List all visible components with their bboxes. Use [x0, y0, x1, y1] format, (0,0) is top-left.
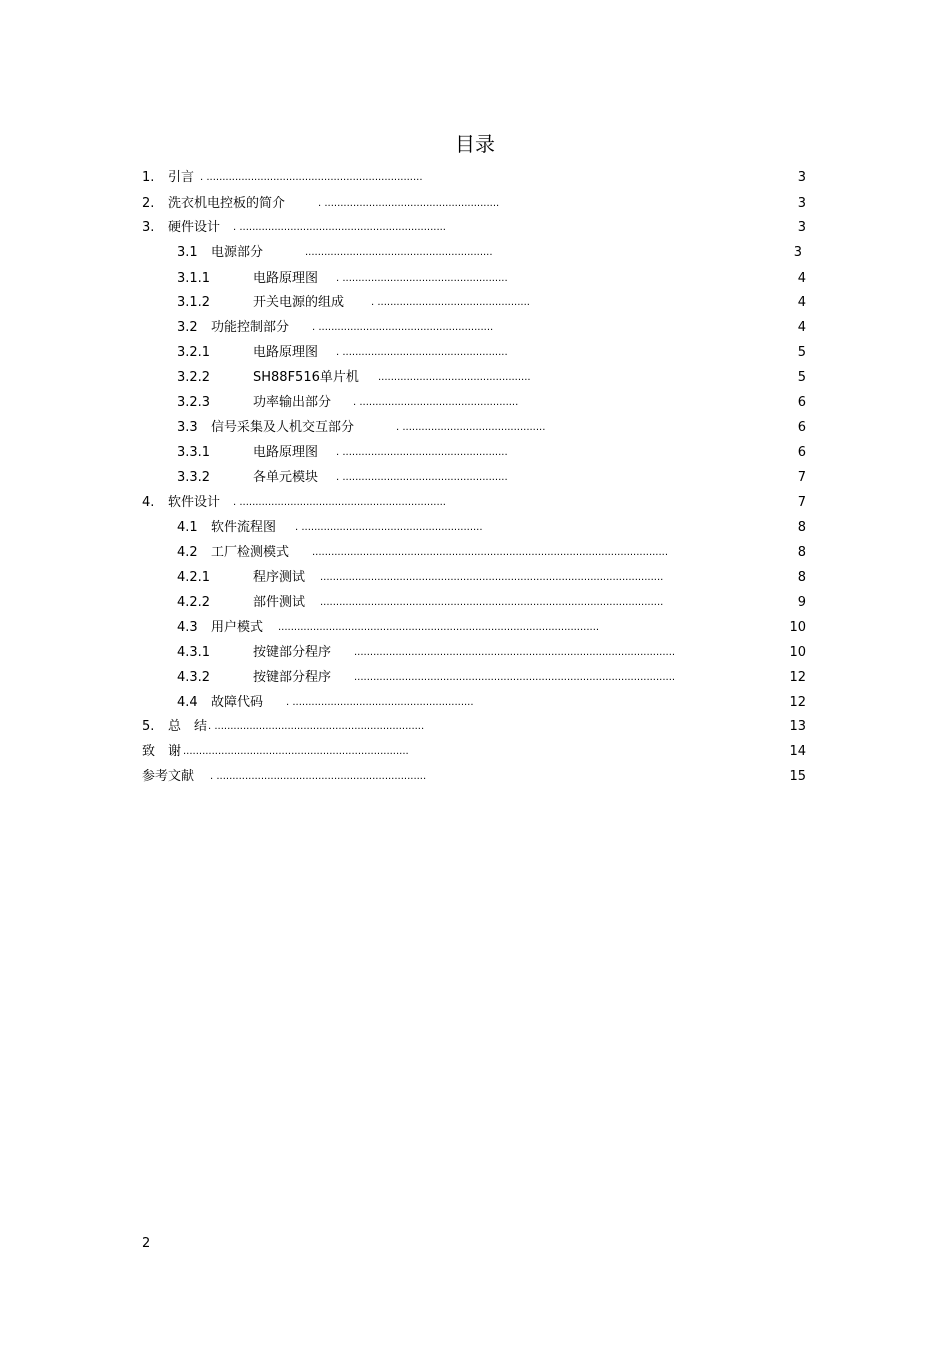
toc-dot-leader: ................................................................................................................: [312, 547, 669, 558]
page-title: 目录: [455, 132, 495, 156]
toc-entry-number: 3.1.2: [177, 295, 211, 310]
toc-entry-page: 7: [797, 470, 806, 485]
toc-entry-title: 按键部分程序: [253, 645, 332, 660]
toc-entry[interactable]: [0, 318, 950, 338]
toc-entry[interactable]: [0, 468, 950, 488]
toc-entry-title: 参考文献: [142, 769, 195, 784]
toc-entry[interactable]: [0, 518, 950, 538]
toc-entry-page: 13: [789, 719, 806, 734]
toc-dot-leader: ................................................: [378, 372, 531, 383]
toc-entry-title: 按键部分程序: [253, 670, 332, 685]
toc-dot-leader: . ....................................................: [336, 273, 508, 284]
toc-entry-number: 4.3.2: [177, 670, 211, 685]
toc-entry-page: 3: [797, 196, 806, 211]
toc-entry-title: 开关电源的组成: [253, 295, 345, 310]
toc-entry-number: 2.: [142, 196, 155, 211]
toc-entry[interactable]: [0, 343, 950, 363]
toc-entry[interactable]: [0, 693, 950, 713]
toc-dot-leader: .....................................................................................................: [354, 647, 676, 658]
toc-entry-number: 1.: [142, 170, 155, 185]
toc-entry[interactable]: [0, 568, 950, 588]
toc-entry-page: 6: [797, 395, 806, 410]
toc-entry[interactable]: [0, 717, 950, 737]
toc-dot-leader: . ....................................................: [336, 472, 508, 483]
toc-entry-title: 洗衣机电控板的简介: [168, 196, 286, 211]
toc-entry-number: 4.3: [177, 620, 198, 635]
toc-entry-page: 15: [789, 769, 806, 784]
toc-entry-number: 3.1.1: [177, 271, 211, 286]
toc-entry-title: 用户模式: [211, 620, 264, 635]
toc-entry[interactable]: [0, 418, 950, 438]
toc-dot-leader: . ....................................................: [336, 447, 508, 458]
toc-entry-page: 4: [797, 295, 806, 310]
toc-dot-leader: ............................................................................................................: [320, 597, 664, 608]
toc-entry-number: 3.2: [177, 320, 198, 335]
toc-dot-leader: ............................................................................................................: [320, 572, 664, 583]
toc-entry-page: 14: [789, 744, 806, 759]
toc-entry-number: 3.3: [177, 420, 198, 435]
toc-entry[interactable]: [0, 168, 950, 188]
toc-dot-leader: . .........................................................: [286, 697, 474, 708]
toc-entry-title: 软件流程图: [211, 520, 277, 535]
toc-entry[interactable]: [0, 493, 950, 513]
toc-dot-leader: ...........................................................: [305, 247, 493, 258]
toc-entry-number: 3.2.1: [177, 345, 211, 360]
toc-entry[interactable]: [0, 269, 950, 289]
toc-entry-number: 4.2.1: [177, 570, 211, 585]
toc-entry-page: 6: [797, 420, 806, 435]
toc-entry-page: 8: [797, 570, 806, 585]
toc-entry[interactable]: [0, 668, 950, 688]
toc-entry-title: 引言: [168, 170, 195, 185]
toc-entry-number: 4.3.1: [177, 645, 211, 660]
toc-dot-leader: .......................................................................: [183, 746, 409, 757]
toc-entry-page: 4: [797, 320, 806, 335]
toc-entry-page: 12: [789, 670, 806, 685]
toc-entry-page: 10: [789, 620, 806, 635]
toc-entry-page: 3: [797, 170, 806, 185]
toc-entry[interactable]: [0, 767, 950, 787]
toc-entry-page: 3: [793, 245, 802, 260]
toc-entry-title: 总 结: [168, 719, 208, 734]
toc-entry-title: 电路原理图: [253, 345, 319, 360]
toc-entry-page: 6: [797, 445, 806, 460]
toc-entry-title: 信号采集及人机交互部分: [211, 420, 355, 435]
toc-dot-leader: . ....................................................................: [200, 172, 423, 183]
toc-dot-leader: . ....................................................: [336, 347, 508, 358]
toc-entry[interactable]: [0, 218, 950, 238]
toc-entry[interactable]: [0, 368, 950, 388]
toc-entry-title: 部件测试: [253, 595, 306, 610]
toc-entry-title: SH88F516单片机: [253, 370, 359, 385]
toc-entry-number: 4.1: [177, 520, 198, 535]
toc-dot-leader: . .......................................................: [312, 322, 494, 333]
toc-entry-number: 4.2: [177, 545, 198, 560]
toc-entry-title: 致 谢: [142, 744, 182, 759]
toc-entry-number: 5.: [142, 719, 155, 734]
toc-entry-number: 4.4: [177, 695, 198, 710]
toc-entry-page: 5: [797, 345, 806, 360]
toc-entry[interactable]: [0, 443, 950, 463]
toc-entry[interactable]: [0, 618, 950, 638]
toc-entry[interactable]: [0, 243, 950, 263]
toc-entry[interactable]: [0, 543, 950, 563]
toc-entry-number: 3.2.2: [177, 370, 211, 385]
toc-entry[interactable]: [0, 293, 950, 313]
toc-entry-title: 电源部分: [211, 245, 264, 260]
toc-entry-title: 功能控制部分: [211, 320, 290, 335]
toc-entry-title: 软件设计: [168, 495, 221, 510]
toc-dot-leader: . .........................................................: [295, 522, 483, 533]
toc-entry-page: 8: [797, 520, 806, 535]
toc-entry-number: 3.2.3: [177, 395, 211, 410]
toc-entry-page: 12: [789, 695, 806, 710]
toc-entry-number: 3.1: [177, 245, 198, 260]
toc-entry-number: 3.3.2: [177, 470, 211, 485]
toc-dot-leader: . .................................................................: [233, 497, 446, 508]
toc-dot-leader: .....................................................................................................: [354, 672, 676, 683]
toc-entry-title: 工厂检测模式: [211, 545, 290, 560]
toc-dot-leader: . ..................................................................: [210, 771, 427, 782]
toc-entry-page: 8: [797, 545, 806, 560]
toc-entry[interactable]: [0, 194, 950, 214]
toc-entry-page: 3: [797, 220, 806, 235]
toc-entry[interactable]: [0, 643, 950, 663]
toc-entry-number: 4.2.2: [177, 595, 211, 610]
toc-dot-leader: . .......................................................: [318, 198, 500, 209]
toc-entry[interactable]: [0, 593, 950, 613]
toc-entry-title: 电路原理图: [253, 271, 319, 286]
toc-entry-title: 各单元模块: [253, 470, 319, 485]
toc-entry-page: 4: [797, 271, 806, 286]
toc-entry-page: 5: [797, 370, 806, 385]
toc-dot-leader: . ................................................: [371, 297, 530, 308]
toc-entry-title: 故障代码: [211, 695, 264, 710]
toc-dot-leader: . ..................................................: [353, 397, 519, 408]
toc-entry-title: 电路原理图: [253, 445, 319, 460]
page-number: 2: [142, 1236, 151, 1251]
toc-dot-leader: . .............................................: [396, 422, 546, 433]
toc-entry[interactable]: [0, 742, 950, 762]
toc-entry-number: 4.: [142, 495, 155, 510]
toc-entry-title: 程序测试: [253, 570, 306, 585]
toc-entry-title: 功率输出部分: [253, 395, 332, 410]
toc-dot-leader: .....................................................................................................: [278, 622, 600, 633]
toc-entry-number: 3.3.1: [177, 445, 211, 460]
toc-entry-page: 7: [797, 495, 806, 510]
toc-dot-leader: . ..................................................................: [208, 721, 425, 732]
toc-entry[interactable]: [0, 393, 950, 413]
toc-entry-title: 硬件设计: [168, 220, 221, 235]
toc-entry-page: 10: [789, 645, 806, 660]
toc-dot-leader: . .................................................................: [233, 222, 446, 233]
toc-entry-number: 3.: [142, 220, 155, 235]
toc-entry-page: 9: [797, 595, 806, 610]
